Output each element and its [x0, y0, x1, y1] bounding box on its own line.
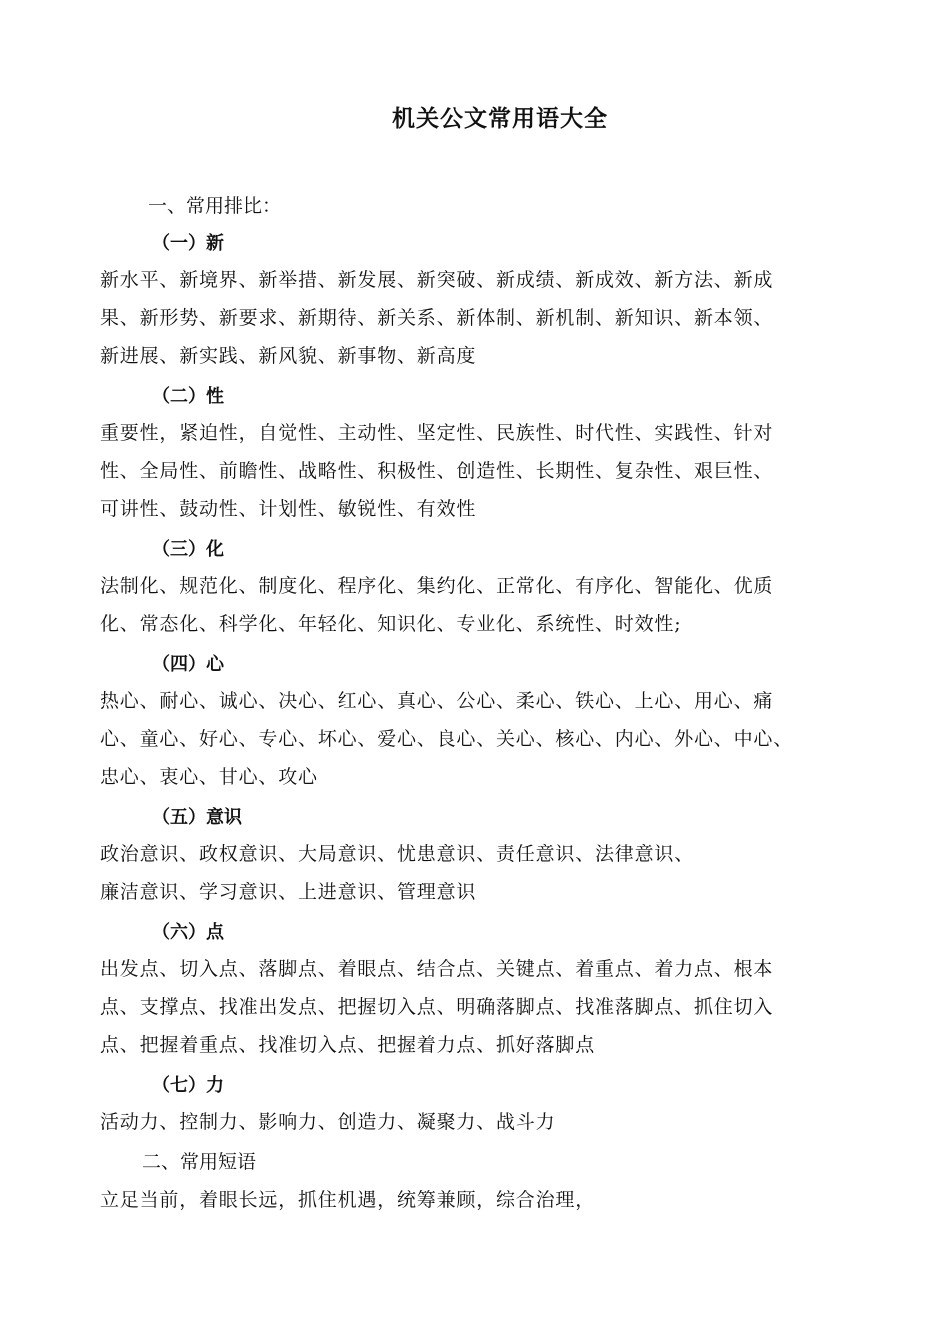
- subsection-heading-xin-heart: （四）心: [152, 654, 224, 675]
- text-line: 法制化、规范化、制度化、程序化、集约化、正常化、有序化、智能化、优质: [100, 575, 774, 597]
- text-line: 化、常态化、科学化、年轻化、知识化、专业化、系统性、时效性;: [100, 613, 682, 635]
- text-line: 活动力、控制力、影响力、创造力、凝聚力、战斗力: [100, 1111, 556, 1133]
- section-heading-2: 二、常用短语: [142, 1151, 257, 1173]
- text-line: 新进展、新实践、新风貌、新事物、新高度: [100, 345, 477, 367]
- text-line: 点、支撑点、找准出发点、把握切入点、明确落脚点、找准落脚点、抓住切入: [100, 996, 774, 1018]
- text-line: 忠心、衷心、甘心、攻心: [100, 766, 318, 788]
- document-title: 机关公文常用语大全: [392, 106, 608, 132]
- text-line: 热心、耐心、诚心、决心、红心、真心、公心、柔心、铁心、上心、用心、痛: [100, 690, 774, 712]
- section-heading-1: 一、常用排比：: [148, 195, 282, 217]
- text-line: 重要性，紧迫性，自觉性、主动性、坚定性、民族性、时代性、实践性、针对: [100, 422, 774, 444]
- text-line: 点、把握着重点、找准切入点、把握着力点、抓好落脚点: [100, 1034, 596, 1056]
- subsection-heading-xing: （二）性: [152, 386, 224, 407]
- text-line: 廉洁意识、学习意识、上进意识、管理意识: [100, 881, 477, 903]
- subsection-heading-yishi: （五）意识: [152, 807, 242, 828]
- text-line: 性、全局性、前瞻性、战略性、积极性、创造性、长期性、复杂性、艰巨性、: [100, 460, 774, 482]
- text-line: 立足当前，着眼长远，抓住机遇，统筹兼顾，综合治理，: [100, 1189, 596, 1211]
- subsection-heading-li: （七）力: [152, 1075, 224, 1096]
- text-line: 心、童心、好心、专心、坏心、爱心、良心、关心、核心、内心、外心、中心、: [100, 728, 794, 750]
- text-line: 政治意识、政权意识、大局意识、忧患意识、责任意识、法律意识、: [100, 843, 695, 865]
- subsection-heading-xin: （一）新: [152, 233, 224, 254]
- text-line: 可讲性、鼓动性、计划性、敏锐性、有效性: [100, 498, 477, 520]
- text-line: 果、新形势、新要求、新期待、新关系、新体制、新机制、新知识、新本领、: [100, 307, 774, 329]
- subsection-heading-hua: （三）化: [152, 539, 224, 560]
- subsection-heading-dian: （六）点: [152, 922, 224, 943]
- text-line: 新水平、新境界、新举措、新发展、新突破、新成绩、新成效、新方法、新成: [100, 269, 774, 291]
- text-line: 出发点、切入点、落脚点、着眼点、结合点、关键点、着重点、着力点、根本: [100, 958, 774, 980]
